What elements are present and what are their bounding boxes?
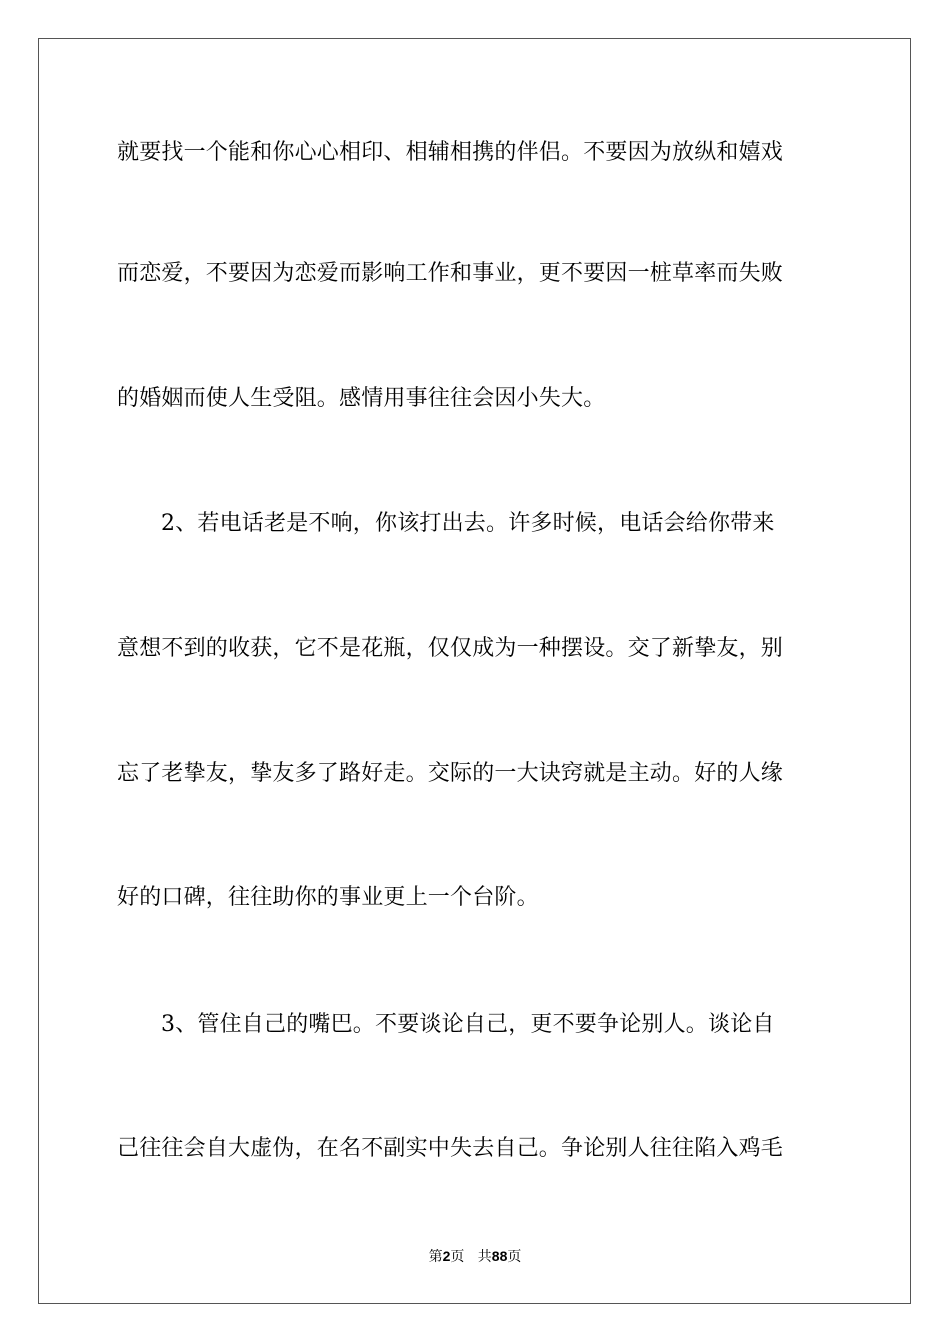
text-line-9: 己往往会自大虚伪，在名不副实中失去自己。争论别人往往陷入鸡毛 xyxy=(117,1136,784,1161)
footer-total-pages: 88 xyxy=(491,1248,508,1264)
text-line-1: 就要找一个能和你心心相印、相辅相携的伴侣。不要因为放纵和嬉戏 xyxy=(117,140,784,165)
footer-page-suffix: 页 xyxy=(450,1249,465,1265)
text-line-7: 好的口碑，往往助你的事业更上一个台阶。 xyxy=(117,885,539,910)
page-border xyxy=(38,38,911,1304)
text-line-2: 而恋爱，不要因为恋爱而影响工作和事业，更不要因一桩草率而失败 xyxy=(117,261,784,286)
text-line-8-paragraph-3-start: 3、管住自己的嘴巴。不要谈论自己，更不要争论别人。谈论自 xyxy=(161,1012,775,1037)
text-line-5: 意想不到的收获，它不是花瓶，仅仅成为一种摆设。交了新挚友，别 xyxy=(117,636,784,661)
footer-total-suffix: 页 xyxy=(507,1249,522,1265)
text-line-3: 的婚姻而使人生受阻。感情用事往往会因小失大。 xyxy=(117,386,606,411)
footer-page-number: 2 xyxy=(442,1248,451,1264)
text-line-4-paragraph-2-start: 2、若电话老是不响，你该打出去。许多时候，电话会给你带来 xyxy=(161,511,775,536)
page-footer xyxy=(0,1246,950,1267)
text-line-6: 忘了老挚友，挚友多了路好走。交际的一大诀窍就是主动。好的人缘 xyxy=(117,761,784,786)
footer-page-prefix: 第 xyxy=(428,1249,443,1265)
footer-total-prefix: 共 xyxy=(477,1249,492,1265)
